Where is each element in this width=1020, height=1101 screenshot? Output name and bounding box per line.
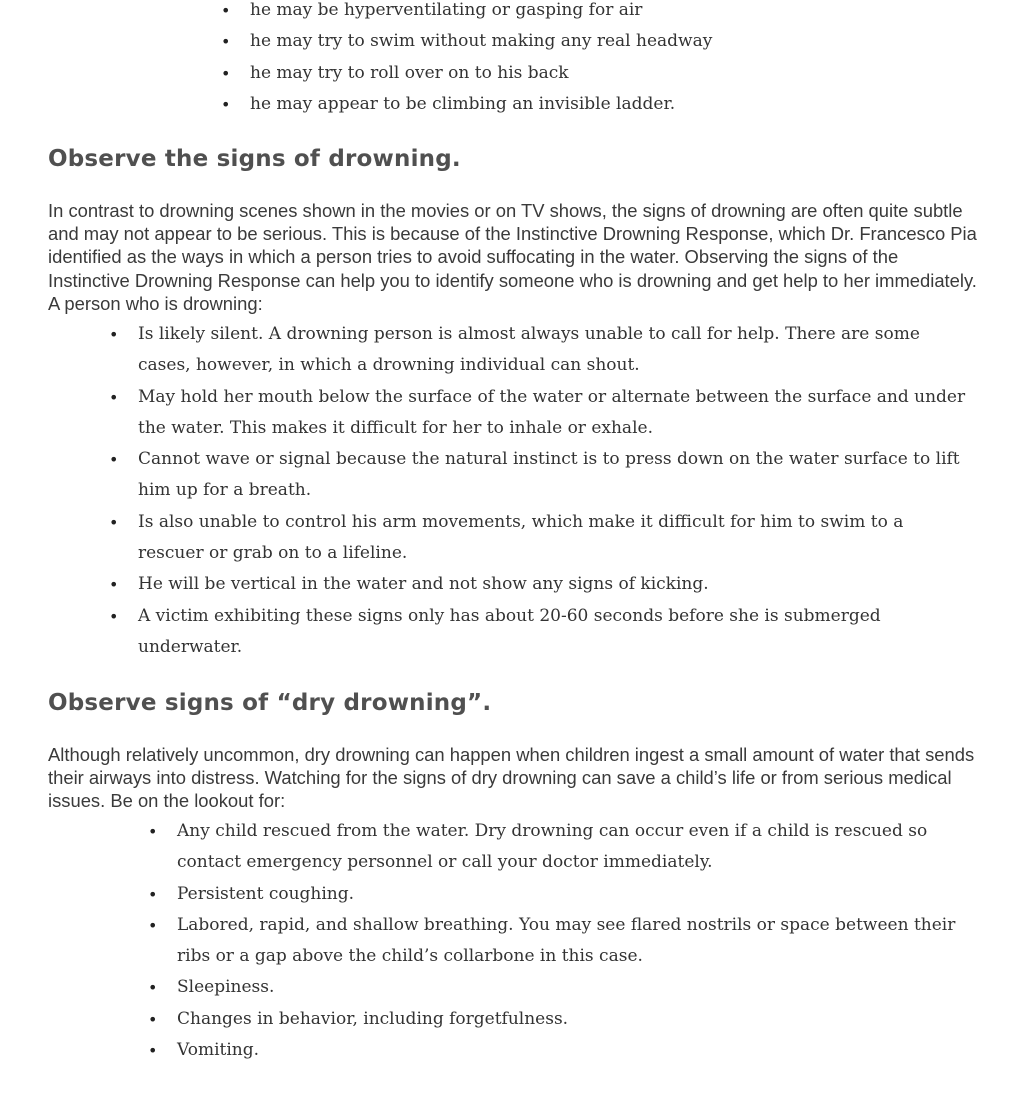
list-item-text: A victim exhibiting these signs only has about 20-60 seconds before she is submerged underwater. <box>138 605 881 657</box>
list-item <box>148 910 967 973</box>
section-paragraph-dry-drowning: Although relatively uncommon, dry drowning can happen when children ingest a small amount of water that sends their airways into distress. Watching for the signs of dry drowning can save a child’s life or from serious medical issues. Be on the lookout for: <box>48 744 975 812</box>
list-item <box>109 444 970 507</box>
list-item-text: he may try to roll over on to his back <box>250 62 569 83</box>
bullet-icon: • <box>148 915 158 935</box>
list-item-text: he may appear to be climbing an invisible ladder. <box>250 93 676 114</box>
bullet-icon: • <box>109 450 119 470</box>
bullet-icon: • <box>148 978 158 998</box>
list-item-text: Vomiting. <box>177 1040 260 1061</box>
list-item <box>109 569 970 600</box>
list-item-text: he may be hyperventilating or gasping for air <box>250 0 643 20</box>
list-item <box>109 507 970 570</box>
list-item <box>221 0 990 26</box>
list-item <box>148 879 967 910</box>
bullet-icon: • <box>148 884 158 904</box>
list-item-text: He will be vertical in the water and not show any signs of kicking. <box>138 574 709 595</box>
list-item-text: Any child rescued from the water. Dry drowning can occur even if a child is rescued so contact emergency personnel or call your doctor immediately. <box>177 821 928 873</box>
bullet-icon: • <box>109 387 119 407</box>
bullet-icon: • <box>221 94 231 114</box>
list-item <box>221 89 990 120</box>
bullet-icon: • <box>221 63 231 83</box>
list-item-text: he may try to swim without making any real headway <box>250 31 713 52</box>
list-item-text: Is likely silent. A drowning person is almost always unable to call for help. There are some cases, however, in which a drowning individual can shout. <box>138 324 920 376</box>
bullet-icon: • <box>109 325 119 344</box>
dry-drowning-list <box>148 816 967 1066</box>
list-item <box>221 58 990 89</box>
list-item <box>148 1035 967 1066</box>
list-item-text: Persistent coughing. <box>177 883 355 904</box>
bullet-icon: • <box>109 606 119 626</box>
list-item <box>109 601 970 664</box>
bullet-icon: • <box>221 1 231 20</box>
list-item-text: Cannot wave or signal because the natural instinct is to press down on the water surface to lift him up for a breath. <box>138 449 960 501</box>
section-heading-signs: Observe the signs of drowning. <box>48 146 461 172</box>
bullet-icon: • <box>148 822 158 841</box>
list-item-text: Changes in behavior, including forgetfulness. <box>177 1008 569 1029</box>
list-item-text: Sleepiness. <box>177 977 275 998</box>
list-item <box>109 382 970 445</box>
list-item-text: Is also unable to control his arm movements, which make it difficult for him to swim to a rescuer or grab on to a lifeline. <box>138 511 904 564</box>
list-item-text: Labored, rapid, and shallow breathing. You may see flared nostrils or space between their ribs or a gap above the child’s collarbone in this case. <box>177 914 956 967</box>
bullet-icon: • <box>148 1009 158 1029</box>
list-item <box>109 319 970 382</box>
list-item-text: May hold her mouth below the surface of the water or alternate between the surface and under the water. This makes it difficult for her to inhale or exhale. <box>138 386 966 438</box>
section-paragraph-signs: In contrast to drowning scenes shown in the movies or on TV shows, the signs of drowning are often quite subtle and may not appear to be serious. This is because of the Instinctive Drowning Response, which Dr. Francesco Pia identified as the ways in which a person tries to avoid suffocating in the water. Observing the signs of the Instinctive Drowning Response can help you to identify someone who is drowning and get help to her immediately. A person who is drowning: <box>48 200 977 314</box>
signs-list <box>109 319 970 663</box>
symptom-list-top <box>221 0 990 120</box>
list-item <box>148 1004 967 1035</box>
section-heading-dry-drowning: Observe signs of “dry drowning”. <box>48 690 492 716</box>
bullet-icon: • <box>148 1041 158 1061</box>
bullet-icon: • <box>221 32 231 52</box>
list-item <box>148 972 967 1003</box>
list-item <box>221 26 990 57</box>
list-item <box>148 816 967 879</box>
bullet-icon: • <box>109 575 119 595</box>
bullet-icon: • <box>109 512 119 532</box>
